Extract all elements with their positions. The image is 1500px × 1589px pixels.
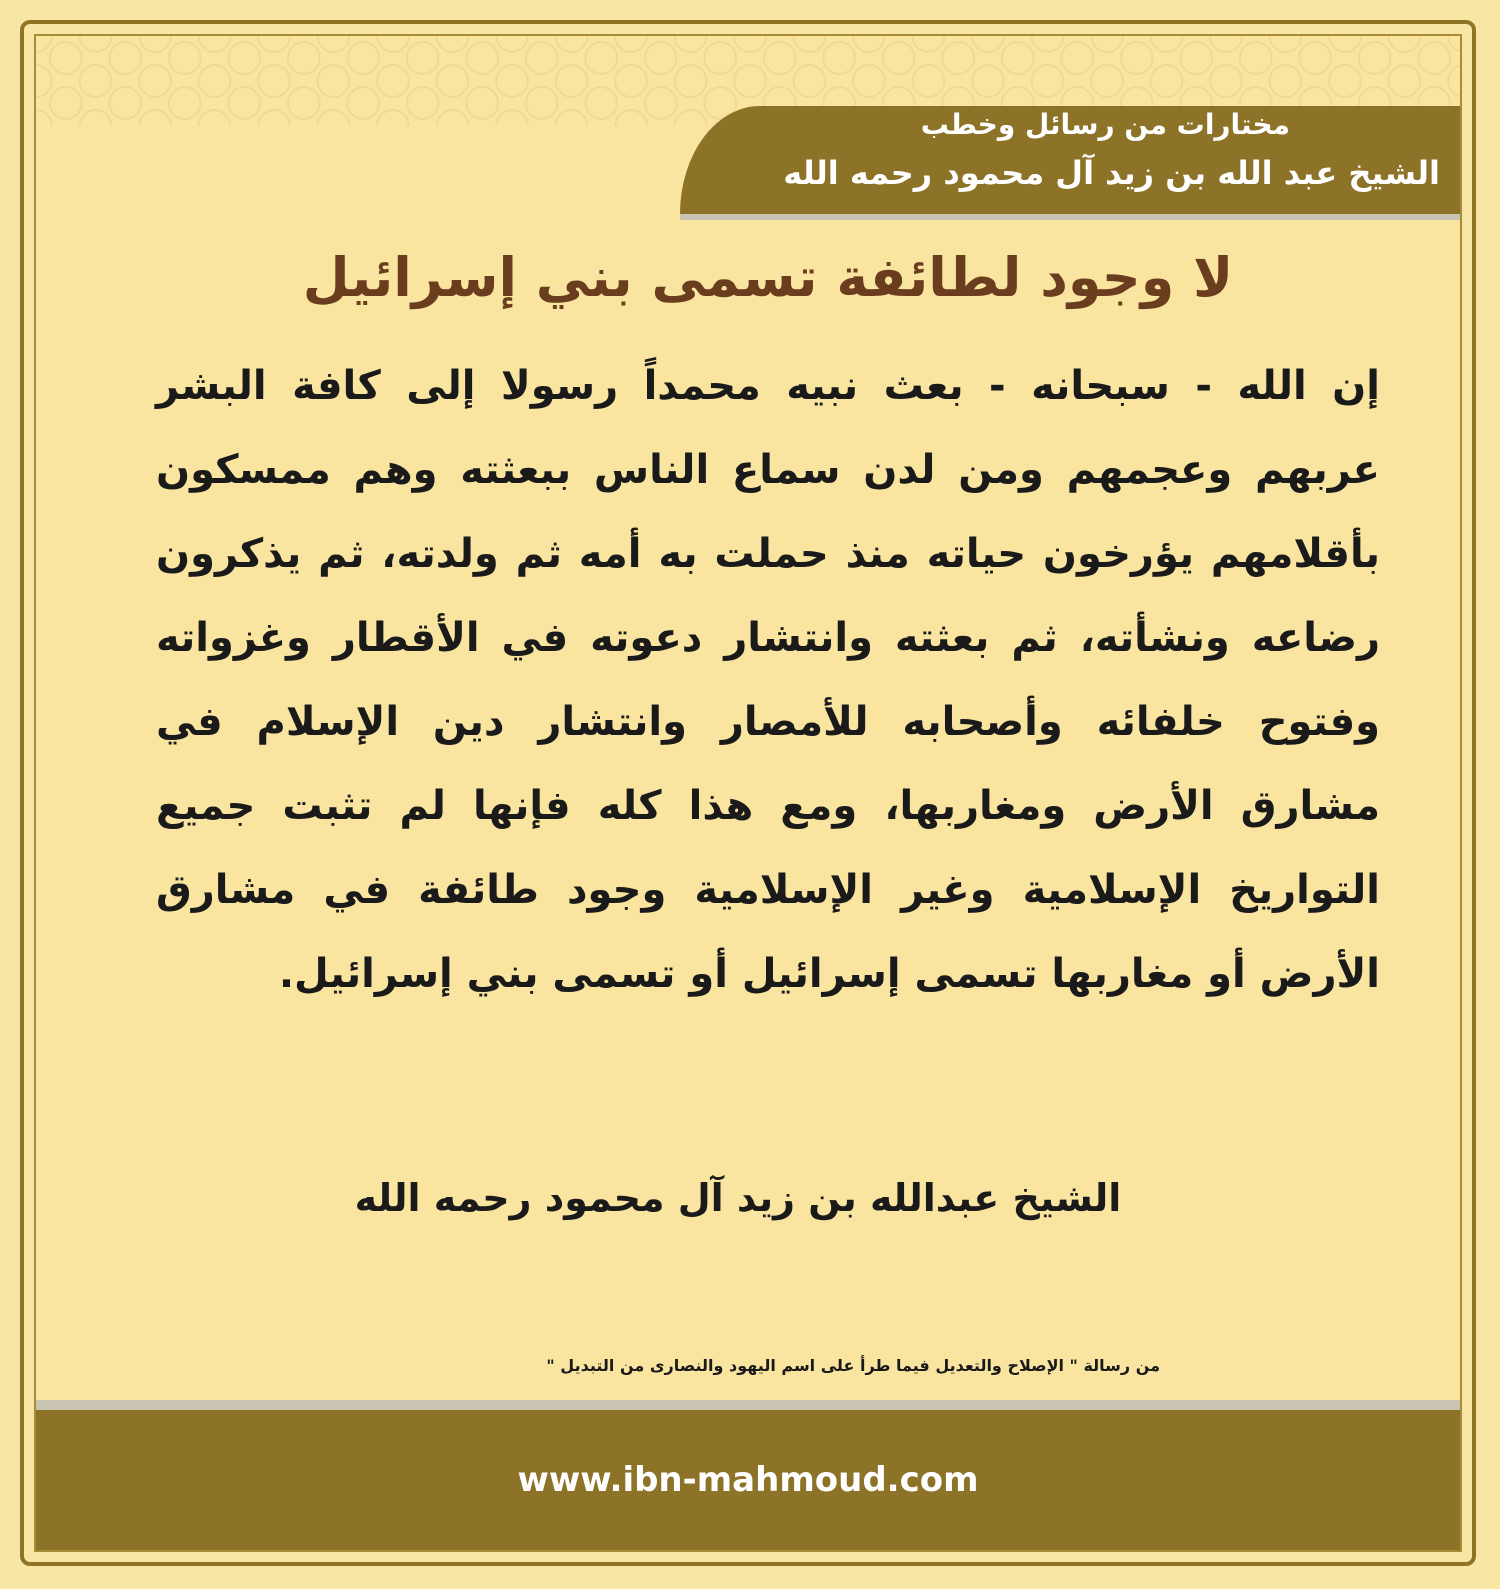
footer-divider (36, 1400, 1460, 1410)
author-signature: الشيخ عبدالله بن زيد آل محمود رحمه الله (354, 1176, 1122, 1220)
source-citation: من رسالة " الإصلاح والتعديل فيما طرأ على اسم اليهود والنصارى من التبديل " (546, 1356, 1160, 1375)
series-title: مختارات من رسائل وخطب (920, 108, 1290, 141)
article-title: لا وجود لطائفة تسمى بني إسرائيل (302, 246, 1234, 309)
page-card (34, 34, 1462, 1552)
website-link[interactable]: www.ibn-mahmoud.com (517, 1460, 979, 1500)
article-body: إن الله - سبحانه - بعث نبيه محمداً رسولا إلى كافة البشر عربهم وعجمهم ومن لدن سماع الناس ببعثته وهم ممسكون بأقلامهم يؤرخون حياته منذ حملت به أمه ثم ولدته، ثم يذكرون رضاعه ونشأته، ثم بعثته وانتشار دعوته في الأقطار وغزواته وفتوح خلفائه وأصحابه للأمصار وانتشار دين الإسلام في مشارق الأرض ومغاربها، ومع هذا كله فإنها لم تثبت جميع التواريخ الإسلامية وغير الإسلامية وجود طائفة في مشارق الأرض أو مغاربها تسمى إسرائيل أو تسمى بني إسرائيل. (156, 363, 1380, 997)
series-author: الشيخ عبد الله بن زيد آل محمود رحمه الله (783, 154, 1440, 192)
footer-bar (36, 1410, 1460, 1550)
outer-frame (20, 20, 1476, 1566)
